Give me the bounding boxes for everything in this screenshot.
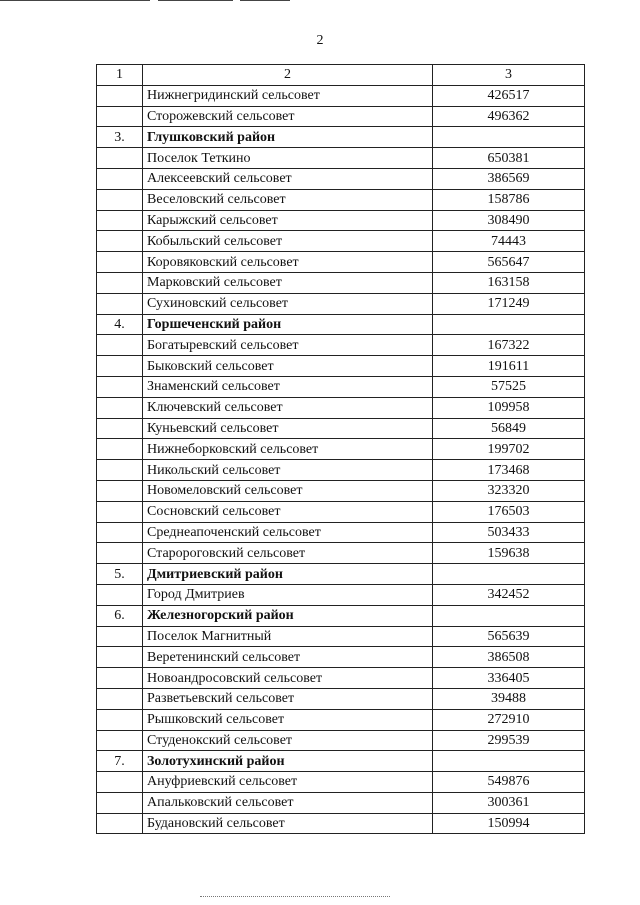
row-number-cell bbox=[97, 148, 143, 169]
settlement-name-cell: Сосновский сельсовет bbox=[143, 501, 433, 522]
value-cell: 74443 bbox=[433, 231, 585, 252]
table-row bbox=[97, 418, 585, 439]
value-cell: 167322 bbox=[433, 335, 585, 356]
table-row bbox=[97, 272, 585, 293]
settlement-name-cell: Богатыревский сельсовет bbox=[143, 335, 433, 356]
table-row bbox=[97, 772, 585, 793]
settlement-name-cell: Карыжский сельсовет bbox=[143, 210, 433, 231]
value-cell: 300361 bbox=[433, 792, 585, 813]
row-number-cell bbox=[97, 272, 143, 293]
value-cell: 163158 bbox=[433, 272, 585, 293]
row-number-cell bbox=[97, 210, 143, 231]
value-cell: 426517 bbox=[433, 85, 585, 106]
value-cell: 150994 bbox=[433, 813, 585, 834]
row-number-cell bbox=[97, 626, 143, 647]
table-row bbox=[97, 522, 585, 543]
row-number-cell bbox=[97, 647, 143, 668]
value-cell: 299539 bbox=[433, 730, 585, 751]
table-row bbox=[97, 730, 585, 751]
settlement-name-cell: Никольский сельсовет bbox=[143, 460, 433, 481]
table-row bbox=[97, 647, 585, 668]
settlement-name-cell: Среднеапоченский сельсовет bbox=[143, 522, 433, 543]
settlement-name-cell: Разветьевский сельсовет bbox=[143, 688, 433, 709]
row-number-cell: 5. bbox=[97, 564, 143, 585]
row-number-cell bbox=[97, 189, 143, 210]
table-row bbox=[97, 293, 585, 314]
table-row bbox=[97, 501, 585, 522]
value-cell: 650381 bbox=[433, 148, 585, 169]
table-row bbox=[97, 584, 585, 605]
table-row bbox=[97, 231, 585, 252]
settlement-name-cell: Ануфриевский сельсовет bbox=[143, 772, 433, 793]
table-row bbox=[97, 148, 585, 169]
value-cell bbox=[433, 314, 585, 335]
value-cell: 565647 bbox=[433, 252, 585, 273]
district-row bbox=[97, 751, 585, 772]
district-name-cell: Глушковский район bbox=[143, 127, 433, 148]
page-number: 2 bbox=[316, 33, 324, 48]
table-row bbox=[97, 376, 585, 397]
row-number-cell bbox=[97, 439, 143, 460]
value-cell: 158786 bbox=[433, 189, 585, 210]
row-number-cell bbox=[97, 397, 143, 418]
value-cell bbox=[433, 751, 585, 772]
value-cell bbox=[433, 564, 585, 585]
settlement-name-cell: Поселок Теткино bbox=[143, 148, 433, 169]
value-cell: 109958 bbox=[433, 397, 585, 418]
settlement-name-cell: Сторожевский сельсовет bbox=[143, 106, 433, 127]
settlement-name-cell: Алексеевский сельсовет bbox=[143, 168, 433, 189]
row-number-cell bbox=[97, 460, 143, 481]
district-name-cell: Горшеченский район bbox=[143, 314, 433, 335]
table-row bbox=[97, 460, 585, 481]
table-header-row bbox=[97, 65, 585, 86]
settlement-name-cell: Знаменский сельсовет bbox=[143, 376, 433, 397]
table-row bbox=[97, 397, 585, 418]
value-cell: 173468 bbox=[433, 460, 585, 481]
value-cell: 191611 bbox=[433, 356, 585, 377]
row-number-cell bbox=[97, 709, 143, 730]
table-row bbox=[97, 85, 585, 106]
row-number-cell bbox=[97, 106, 143, 127]
table-row bbox=[97, 168, 585, 189]
settlement-name-cell: Быковский сельсовет bbox=[143, 356, 433, 377]
value-cell: 386569 bbox=[433, 168, 585, 189]
table-row bbox=[97, 356, 585, 377]
header-cell-value: 3 bbox=[433, 65, 585, 86]
settlement-name-cell: Марковский сельсовет bbox=[143, 272, 433, 293]
row-number-cell bbox=[97, 356, 143, 377]
bottom-scan-marks bbox=[200, 896, 390, 899]
row-number-cell bbox=[97, 730, 143, 751]
district-name-cell: Дмитриевский район bbox=[143, 564, 433, 585]
row-number-cell bbox=[97, 293, 143, 314]
value-cell: 159638 bbox=[433, 543, 585, 564]
value-cell: 176503 bbox=[433, 501, 585, 522]
row-number-cell bbox=[97, 252, 143, 273]
row-number-cell bbox=[97, 376, 143, 397]
settlement-name-cell: Поселок Магнитный bbox=[143, 626, 433, 647]
table-row bbox=[97, 439, 585, 460]
settlement-name-cell: Коровяковский сельсовет bbox=[143, 252, 433, 273]
table-row bbox=[97, 813, 585, 834]
settlement-name-cell: Ключевский сельсовет bbox=[143, 397, 433, 418]
value-cell: 336405 bbox=[433, 668, 585, 689]
settlement-name-cell: Куньевский сельсовет bbox=[143, 418, 433, 439]
settlement-name-cell: Кобыльский сельсовет bbox=[143, 231, 433, 252]
row-number-cell: 6. bbox=[97, 605, 143, 626]
value-cell bbox=[433, 127, 585, 148]
value-cell: 503433 bbox=[433, 522, 585, 543]
settlement-name-cell: Старороговский сельсовет bbox=[143, 543, 433, 564]
value-cell: 199702 bbox=[433, 439, 585, 460]
row-number-cell bbox=[97, 522, 143, 543]
row-number-cell bbox=[97, 335, 143, 356]
district-row bbox=[97, 127, 585, 148]
district-name-cell: Золотухинский район bbox=[143, 751, 433, 772]
settlement-name-cell: Город Дмитриев bbox=[143, 584, 433, 605]
table-row bbox=[97, 626, 585, 647]
row-number-cell bbox=[97, 772, 143, 793]
value-cell: 308490 bbox=[433, 210, 585, 231]
row-number-cell bbox=[97, 480, 143, 501]
settlement-name-cell: Нижнегридинский сельсовет bbox=[143, 85, 433, 106]
table-row bbox=[97, 189, 585, 210]
value-cell: 57525 bbox=[433, 376, 585, 397]
value-cell: 565639 bbox=[433, 626, 585, 647]
value-cell: 39488 bbox=[433, 688, 585, 709]
value-cell: 323320 bbox=[433, 480, 585, 501]
table-row bbox=[97, 106, 585, 127]
row-number-cell bbox=[97, 543, 143, 564]
table-row bbox=[97, 688, 585, 709]
value-cell: 549876 bbox=[433, 772, 585, 793]
row-number-cell: 7. bbox=[97, 751, 143, 772]
row-number-cell: 3. bbox=[97, 127, 143, 148]
settlement-name-cell: Рышковский сельсовет bbox=[143, 709, 433, 730]
municipal-table bbox=[96, 64, 585, 834]
row-number-cell bbox=[97, 668, 143, 689]
table-row bbox=[97, 252, 585, 273]
table-row bbox=[97, 709, 585, 730]
row-number-cell bbox=[97, 231, 143, 252]
row-number-cell bbox=[97, 418, 143, 439]
value-cell bbox=[433, 605, 585, 626]
settlement-name-cell: Нижнеборковский сельсовет bbox=[143, 439, 433, 460]
row-number-cell: 4. bbox=[97, 314, 143, 335]
table-row bbox=[97, 335, 585, 356]
row-number-cell bbox=[97, 501, 143, 522]
row-number-cell bbox=[97, 813, 143, 834]
table-row bbox=[97, 668, 585, 689]
header-cell-name: 2 bbox=[143, 65, 433, 86]
value-cell: 56849 bbox=[433, 418, 585, 439]
row-number-cell bbox=[97, 85, 143, 106]
value-cell: 386508 bbox=[433, 647, 585, 668]
settlement-name-cell: Новомеловский сельсовет bbox=[143, 480, 433, 501]
header-cell-number: 1 bbox=[97, 65, 143, 86]
settlement-name-cell: Веретенинский сельсовет bbox=[143, 647, 433, 668]
table-row bbox=[97, 792, 585, 813]
table-row bbox=[97, 480, 585, 501]
district-row bbox=[97, 564, 585, 585]
row-number-cell bbox=[97, 584, 143, 605]
row-number-cell bbox=[97, 168, 143, 189]
row-number-cell bbox=[97, 792, 143, 813]
value-cell: 272910 bbox=[433, 709, 585, 730]
settlement-name-cell: Новоандросовский сельсовет bbox=[143, 668, 433, 689]
value-cell: 171249 bbox=[433, 293, 585, 314]
district-name-cell: Железногорский район bbox=[143, 605, 433, 626]
settlement-name-cell: Студенокский сельсовет bbox=[143, 730, 433, 751]
table-row bbox=[97, 543, 585, 564]
settlement-name-cell: Сухиновский сельсовет bbox=[143, 293, 433, 314]
settlement-name-cell: Веселовский сельсовет bbox=[143, 189, 433, 210]
district-row bbox=[97, 314, 585, 335]
table-row bbox=[97, 210, 585, 231]
district-row bbox=[97, 605, 585, 626]
row-number-cell bbox=[97, 688, 143, 709]
value-cell: 496362 bbox=[433, 106, 585, 127]
settlement-name-cell: Апальковский сельсовет bbox=[143, 792, 433, 813]
settlement-name-cell: Будановский сельсовет bbox=[143, 813, 433, 834]
value-cell: 342452 bbox=[433, 584, 585, 605]
